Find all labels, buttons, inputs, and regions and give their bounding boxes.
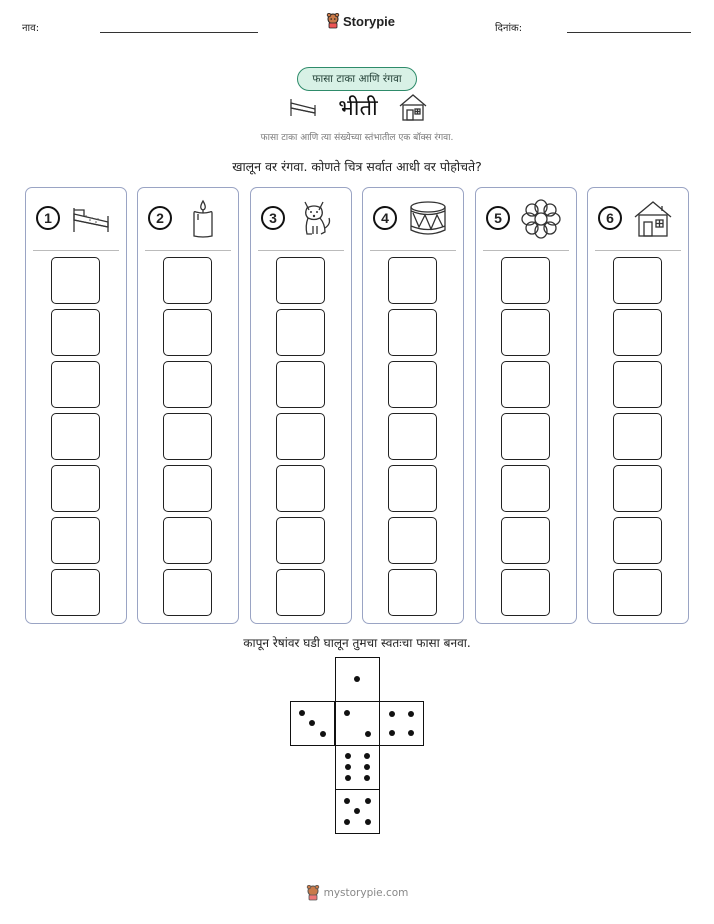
column-1 [25,187,127,624]
die-face-4 [379,701,424,746]
color-box[interactable] [501,361,550,408]
column-header [251,198,351,238]
column-number: 5 [486,206,510,230]
color-box[interactable] [163,413,212,460]
die-pip [345,764,351,770]
color-box[interactable] [501,569,550,616]
color-box[interactable] [163,309,212,356]
die-pip [299,710,305,716]
date-line [567,32,691,33]
color-box[interactable] [388,569,437,616]
color-box[interactable] [388,517,437,564]
column-3 [250,187,352,624]
color-box[interactable] [51,413,100,460]
instruction: खालून वर रंगवा. कोणते चित्र सर्वात आधी वर पोहोचते? [232,159,482,174]
footer [0,885,714,901]
color-box[interactable] [163,517,212,564]
color-box[interactable] [163,569,212,616]
title-row [288,91,428,123]
die-pip [345,775,351,781]
drum-icon [407,198,449,240]
color-box[interactable] [501,465,550,512]
die-pip [365,798,371,804]
color-box[interactable] [388,413,437,460]
die-pip [364,764,370,770]
subtitle: फासा टाका आणि त्या संख्येच्या स्तंभातील एक बॉक्स रंगवा. [260,133,454,143]
column-header [138,198,238,238]
column-2 [137,187,239,624]
die-pip [408,730,414,736]
color-box[interactable] [276,569,325,616]
column-5 [475,187,577,624]
die-face-2 [335,701,380,746]
color-box[interactable] [276,257,325,304]
color-box[interactable] [276,517,325,564]
bed-icon [288,95,318,119]
color-box[interactable] [276,309,325,356]
die-pip [354,676,360,682]
color-boxes [163,257,213,621]
bed-icon [70,198,112,240]
die-pip [309,720,315,726]
color-box[interactable] [51,361,100,408]
color-box[interactable] [276,413,325,460]
column-header [363,198,463,238]
candle-icon [182,198,224,240]
column-number: 6 [598,206,622,230]
footer-url[interactable]: mystorypie.com [323,887,409,899]
die-pip [345,753,351,759]
color-box[interactable] [388,309,437,356]
name-label: नाव: [22,23,40,34]
color-box[interactable] [51,569,100,616]
flower-icon [520,198,562,240]
color-box[interactable] [51,517,100,564]
worksheet-header [0,0,714,44]
die-pip [344,710,350,716]
die-pip [364,753,370,759]
color-box[interactable] [613,309,662,356]
color-box[interactable] [388,465,437,512]
column-number: 3 [261,206,285,230]
column-number: 1 [36,206,60,230]
color-boxes [613,257,663,621]
die-pip [408,711,414,717]
color-boxes [501,257,551,621]
die-pip [354,808,360,814]
column-number: 4 [373,206,397,230]
cut-instruction: कापून रेषांवर घडी घालून तुमचा स्वतःचा फासा बनवा. [243,636,471,650]
die-pip [365,731,371,737]
name-line [100,32,258,33]
color-box[interactable] [163,465,212,512]
storypie-mascot-icon [306,885,320,901]
die-pip [389,711,395,717]
column-divider [370,250,456,251]
color-box[interactable] [51,257,100,304]
brand-name: Storypie [343,13,396,29]
color-box[interactable] [276,465,325,512]
color-box[interactable] [613,517,662,564]
color-box[interactable] [51,465,100,512]
die-pip [389,730,395,736]
column-number: 2 [148,206,172,230]
color-box[interactable] [613,361,662,408]
die-pip [320,731,326,737]
brand-logo [326,13,395,29]
column-divider [258,250,344,251]
color-box[interactable] [501,309,550,356]
color-boxes [276,257,326,621]
color-box[interactable] [51,309,100,356]
page-title: भीती [338,96,378,121]
die-pip [344,819,350,825]
column-header [26,198,126,238]
column-divider [145,250,231,251]
color-box[interactable] [388,361,437,408]
color-box[interactable] [613,569,662,616]
house-icon [398,92,428,122]
color-box[interactable] [613,465,662,512]
column-divider [33,250,119,251]
column-4 [362,187,464,624]
dog-icon [295,198,337,240]
die-face-5 [335,789,380,834]
color-box[interactable] [501,517,550,564]
column-header [588,198,688,238]
column-6 [587,187,689,624]
color-box[interactable] [613,257,662,304]
activity-badge: फासा टाका आणि रंगवा [297,67,417,91]
column-divider [483,250,569,251]
color-boxes [51,257,101,621]
die-face-1 [335,657,380,702]
color-boxes [388,257,438,621]
color-box[interactable] [501,413,550,460]
die-face-6 [335,745,380,790]
color-box[interactable] [613,413,662,460]
die-pip [365,819,371,825]
house-icon [632,198,674,240]
color-box[interactable] [163,257,212,304]
color-box[interactable] [501,257,550,304]
column-header [476,198,576,238]
color-box[interactable] [388,257,437,304]
color-box[interactable] [276,361,325,408]
die-pip [364,775,370,781]
column-divider [595,250,681,251]
die-face-3 [290,701,335,746]
date-label: दिनांक: [495,23,523,34]
color-box[interactable] [163,361,212,408]
die-pip [344,798,350,804]
storypie-mascot-icon [326,13,340,29]
